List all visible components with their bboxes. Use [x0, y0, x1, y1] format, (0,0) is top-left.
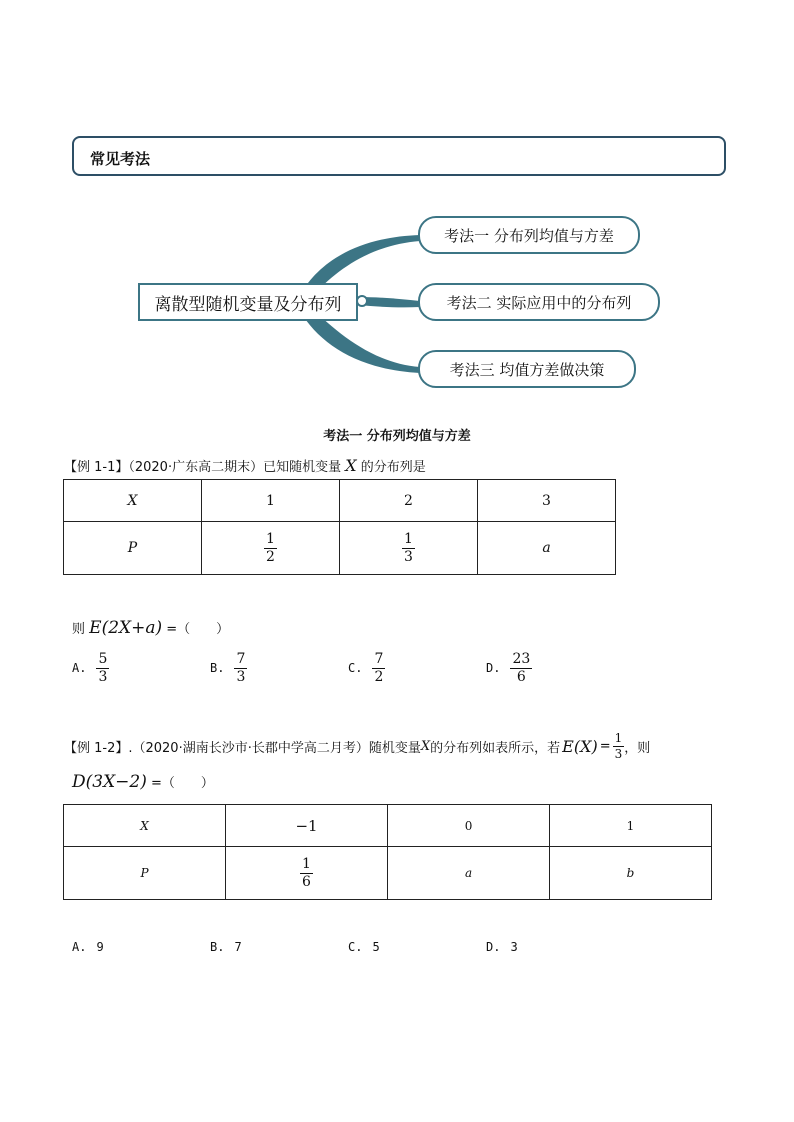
example-1-option-d[interactable] — [486, 652, 532, 684]
mind-map-branch-1: 考法一 分布列均值与方差 — [418, 216, 640, 254]
fraction-numerator: 1 — [404, 530, 413, 547]
fraction-numerator: 1 — [302, 855, 311, 872]
example-2-option-d[interactable] — [486, 940, 518, 954]
example-1-question-prefix: 则 — [72, 622, 86, 637]
table-cell: a — [388, 847, 550, 900]
option-label: A. — [72, 661, 87, 676]
option-label: C. — [348, 940, 363, 954]
fraction — [96, 652, 109, 684]
example-1-table — [63, 479, 616, 575]
option-label: D. — [486, 661, 501, 676]
table-cell: 2 — [339, 480, 477, 522]
example-2-table-row-x — [64, 805, 712, 847]
example-2-table — [63, 804, 712, 900]
table-cell: −1 — [225, 805, 387, 847]
fraction-numerator: 5 — [98, 651, 108, 667]
table-cell — [339, 522, 477, 575]
fraction-denominator: 2 — [374, 668, 384, 685]
example-2-intro-text: 【例 1-2】.（2020·湖南长沙市·长郡中学高二月考）随机变量 — [64, 740, 421, 756]
option-label: C. — [348, 661, 363, 676]
table-cell: 1 — [201, 480, 339, 522]
table-cell — [225, 847, 387, 900]
table-cell: a — [477, 522, 615, 575]
table-cell: P — [64, 847, 226, 900]
example-1-question — [72, 618, 229, 638]
fraction — [510, 652, 532, 684]
example-2-cond-eq: = — [599, 738, 611, 754]
mind-map-root: 离散型随机变量及分布列 — [138, 283, 358, 321]
example-2-question-suffix: =（ ） — [151, 776, 214, 791]
fraction-denominator: 3 — [404, 548, 413, 565]
option-label: D. — [486, 940, 501, 954]
table-cell: X — [64, 480, 202, 522]
fraction — [613, 732, 625, 760]
section-title: 考法一 分布列均值与方差 — [323, 429, 471, 444]
option-label: B. — [210, 940, 225, 954]
example-2-option-c[interactable] — [348, 940, 380, 954]
fraction — [264, 532, 277, 564]
fraction-denominator: 2 — [266, 548, 275, 565]
table-cell: 1 — [550, 805, 712, 847]
section-header-box — [72, 136, 726, 176]
fraction-numerator: 23 — [512, 651, 531, 667]
option-value: 3 — [510, 940, 518, 954]
example-1-table-row-x — [64, 480, 616, 522]
fraction-numerator: 7 — [374, 651, 384, 667]
mind-map-branch-2: 考法二 实际应用中的分布列 — [418, 283, 660, 321]
fraction — [402, 532, 415, 564]
option-label: A. — [72, 940, 87, 954]
example-1-question-suffix: =（ ） — [166, 622, 230, 637]
example-2-table-row-p — [64, 847, 712, 900]
option-value: 5 — [372, 940, 380, 954]
example-1-var: X — [345, 456, 357, 475]
option-value: 9 — [96, 940, 104, 954]
example-2-intro-mid: 的分布列如表所示，若 — [430, 740, 561, 756]
section-header-title: 常见考法 — [90, 150, 151, 168]
example-1-intro-tail: 的分布列是 — [360, 460, 426, 475]
fraction-denominator: 6 — [516, 668, 526, 685]
fraction-denominator: 3 — [98, 668, 108, 685]
mind-map-branch-3: 考法三 均值方差做决策 — [418, 350, 636, 388]
example-1-table-row-p — [64, 522, 616, 575]
mind-map-connectors — [0, 205, 794, 395]
example-2-option-b[interactable] — [210, 940, 242, 954]
fraction-denominator: 3 — [236, 668, 246, 685]
example-2-question-expr: D(3X−2) — [72, 772, 147, 792]
example-1-intro-text: 【例 1-1】（2020·广东高二期末）已知随机变量 — [64, 460, 342, 475]
example-1-intro — [64, 456, 426, 475]
example-2-var: X — [420, 738, 431, 754]
option-value: 7 — [234, 940, 242, 954]
table-cell: X — [64, 805, 226, 847]
example-1-question-expr: E(2X+a) — [89, 618, 163, 638]
example-1-option-b[interactable] — [210, 652, 247, 684]
fraction-numerator: 1 — [266, 530, 275, 547]
example-2-cond-expr: E(X) — [562, 736, 598, 756]
fraction — [300, 857, 313, 889]
fraction-denominator: 3 — [614, 746, 623, 761]
table-cell — [201, 522, 339, 575]
option-label: B. — [210, 661, 225, 676]
example-2-question — [72, 772, 214, 792]
fraction — [372, 652, 385, 684]
example-1-option-a[interactable] — [72, 652, 109, 684]
fraction — [234, 652, 247, 684]
fraction-denominator: 6 — [302, 873, 311, 890]
table-cell: 0 — [388, 805, 550, 847]
fraction-numerator: 1 — [614, 731, 623, 745]
table-cell: P — [64, 522, 202, 575]
table-cell: b — [550, 847, 712, 900]
example-2-option-a[interactable] — [72, 940, 104, 954]
example-1-option-c[interactable] — [348, 652, 385, 684]
example-2-intro — [64, 732, 650, 760]
mind-map — [0, 205, 794, 395]
fraction-numerator: 7 — [236, 651, 246, 667]
example-2-intro-tail: ，则 — [624, 740, 651, 756]
table-cell: 3 — [477, 480, 615, 522]
